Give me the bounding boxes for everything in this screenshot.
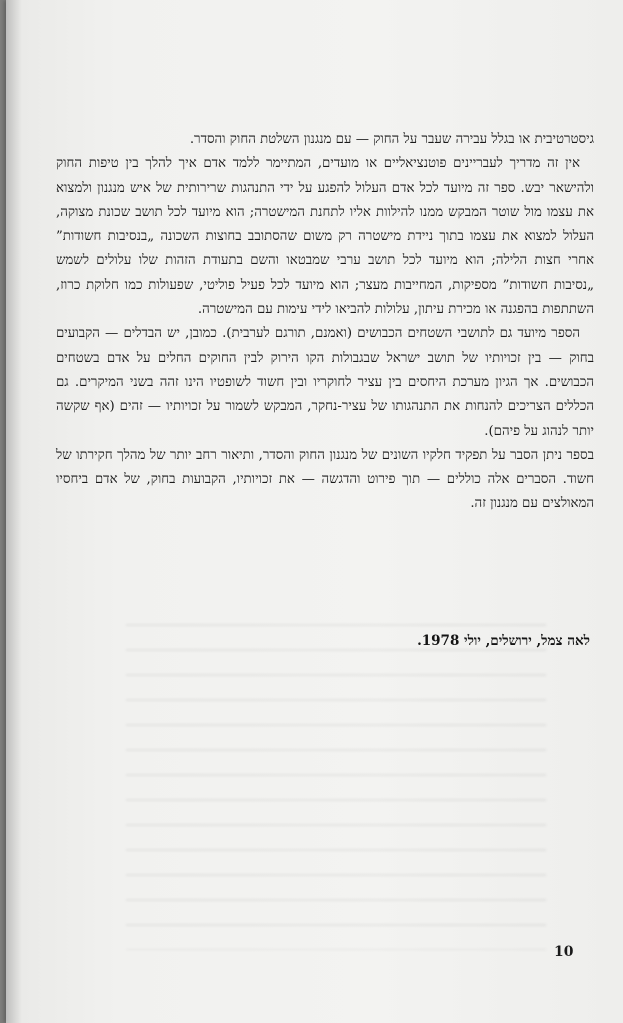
paragraph-explanation: בספר ניתן הסבר על תפקיד חלקיו השונים של מנגנון החוק והסדר, ותיאור רחב יותר של מהלך חקירתו של חשוד. הסברים אלה כוללים — תוך פירוט והדגשה — את זכויותיו, הקבועות בחוק, של אדם ביחסיו המאולצים עם מנגנון זה. [56,447,594,512]
paragraph-territories: הספר מיועד גם לתושבי השטחים הכבושים (ואמנם, תורגם לערבית). כמובן, יש הבדלים — הקבועים בחוק — בין זכויותיו של תושב ישראל שבגבולות הקו הירוק לבין החוקים החלים על אדם בשטחים הכבושים. אך הגיון מערכת היחסים בין עציר לחוקריו ובין חשוד לשופטיו הינו זהה בשני המיקרים. גם הכללים הצריכים להנחות את התנהגותו של עציר-נחקר, המבקש לשמור על זכויותיו — זהים (אף שקשה יותר לנהוג על פיהם). [56,326,594,439]
author-signature: לאה צמל, ירושלים, יולי 1978. [417,633,590,649]
body-text [56,128,594,517]
paragraph-purpose: אין זה מדריך לעבריינים פוטנציאליים או מועדים, המתיימר ללמד אדם איך להלך בין טיפות החוק ולהישאר יבש. ספר זה מיועד לכל אדם העלול להפגע על ידי התנהגות שרירותית של איש מנגנון ולמצוא את עצמו מול שוטר המבקש ממנו להילוות אליו לתחנת המישטרה; הוא מיועד לכל תושב שכונת מצוקה, העלול למצוא את עצמו בתוך ניידת מישטרה רק משום שהסתובב בחוצות השכונה „בנסיבות חשודות” אחרי חצות הלילה; הוא מיועד לכל תושב ערבי שמבטאו והשם בתעודת הזהות שלו עלולים לשמש „נסיבות חשודות” מספיקות, המחייבות מעצר; הוא מיועד לכל פעיל פוליטי, שפעולות כמו חלוקת כרוז, השתתפות בהפגנה או מכירת עיתון, עלולות להביאו לידי עימות עם המישטרה. [56,156,594,318]
paragraph-continuation: גיסטרטיבית או בגלל עבירה שעבר על החוק — עם מנגנון השלטת החוק והסדר. [189,132,594,147]
book-page [6,0,623,1023]
bleed-through-text [126,610,546,950]
page-number: 10 [554,944,574,960]
